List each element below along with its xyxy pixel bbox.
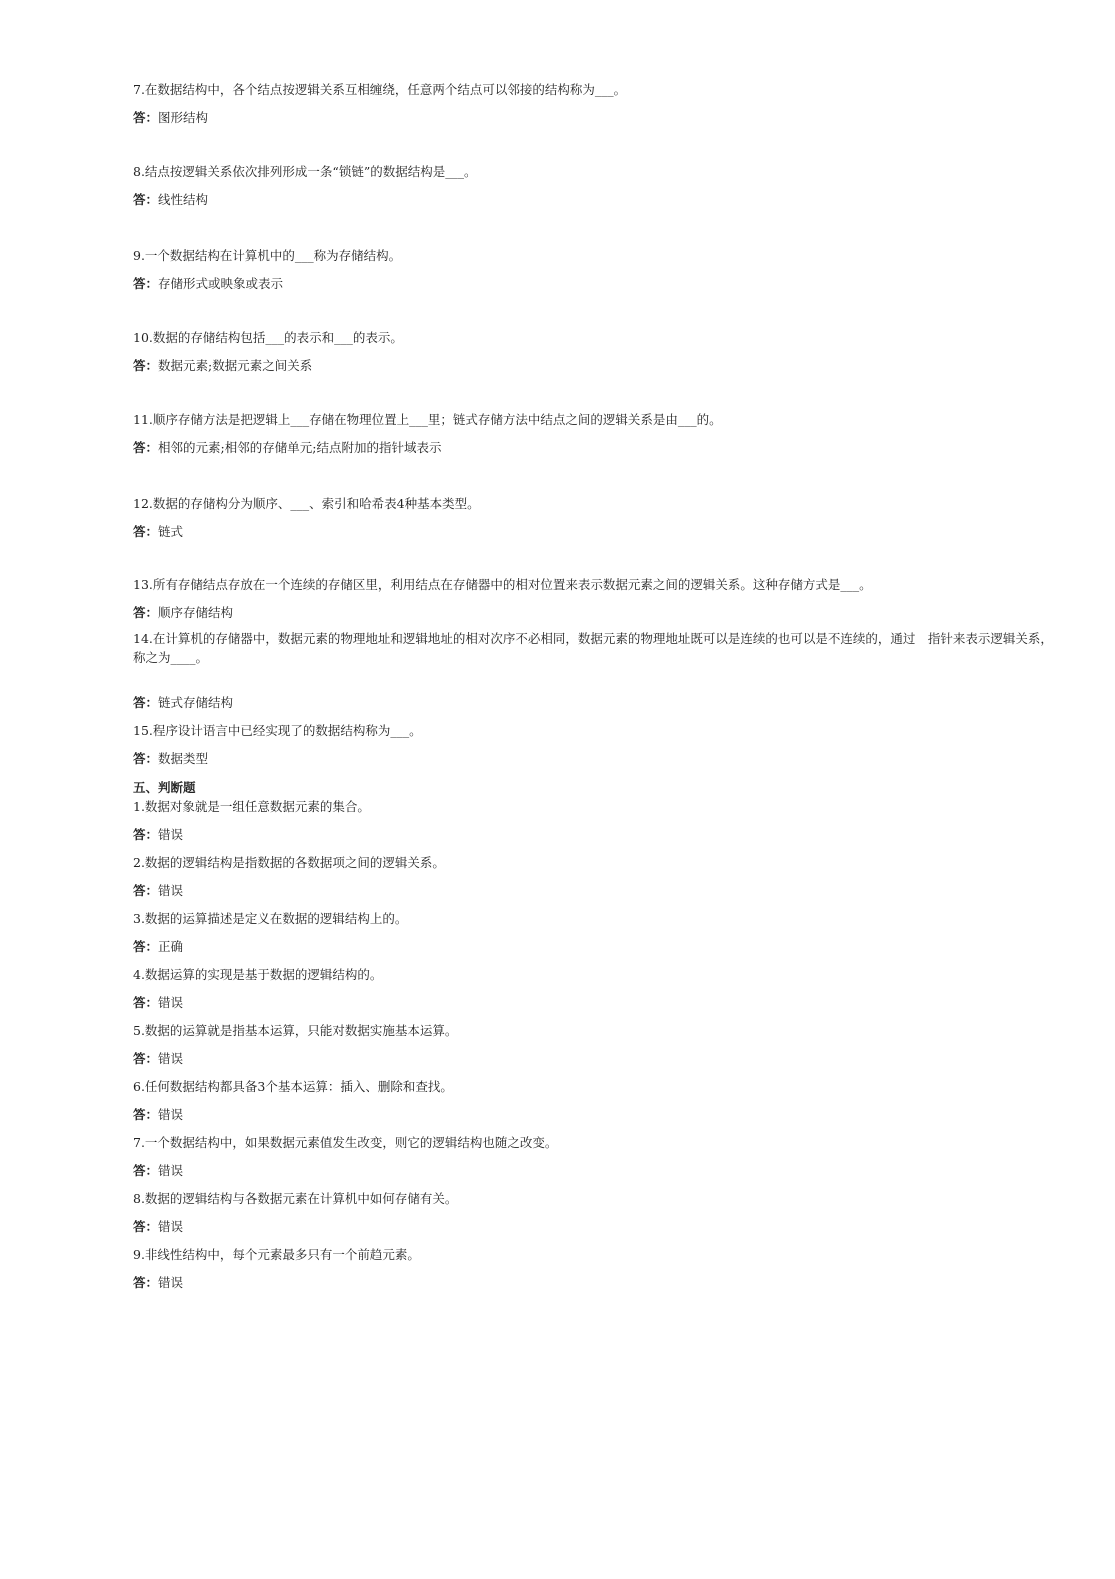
question-text: 3.数据的运算描述是定义在数据的逻辑结构上的。 (133, 911, 408, 926)
answer-text: 链式存储结构 (158, 695, 234, 710)
true-false-item-1 (133, 797, 1063, 845)
answer-line (133, 522, 1063, 542)
answer-label: 答： (133, 1219, 159, 1234)
answer-line (133, 749, 1063, 769)
answer-text: 错误 (158, 883, 184, 898)
answer-text: 数据类型 (158, 751, 209, 766)
answer-line (133, 937, 1063, 957)
answer-line (133, 693, 1063, 713)
answer-line (133, 438, 1063, 458)
section-title: 五、判断题 (133, 780, 196, 795)
question-text: 7.一个数据结构中，如果数据元素值发生改变，则它的逻辑结构也随之改变。 (133, 1135, 558, 1150)
question-text: 6.任何数据结构都具备3个基本运算：插入、删除和查找。 (133, 1079, 453, 1094)
answer-label: 答： (133, 1275, 159, 1290)
answer-label: 答： (133, 358, 159, 373)
true-false-item-3 (133, 909, 1063, 957)
question-text: 13.所有存储结点存放在一个连续的存储区里，利用结点在存储器中的相对位置来表示数据元素之间的逻辑关系。这种存储方式是___。 (133, 577, 872, 592)
true-false-item-8 (133, 1189, 1063, 1237)
question-text: 10.数据的存储结构包括___的表示和___的表示。 (133, 330, 403, 345)
answer-text: 正确 (158, 939, 184, 954)
true-false-item-5 (133, 1021, 1063, 1069)
answer-text: 顺序存储结构 (158, 605, 234, 620)
question-text: 12.数据的存储构分为顺序、___、索引和哈希表4种基本类型。 (133, 496, 480, 511)
answer-text: 链式 (158, 524, 184, 539)
answer-text: 错误 (158, 1107, 184, 1122)
fill-in-item-14 (133, 629, 1063, 713)
answer-label: 答： (133, 110, 159, 125)
answer-text: 错误 (158, 1051, 184, 1066)
question-text: 2.数据的逻辑结构是指数据的各数据项之间的逻辑关系。 (133, 855, 445, 870)
answer-line (133, 274, 1063, 294)
answer-text: 存储形式或映象或表示 (158, 276, 284, 291)
answer-text: 错误 (158, 827, 184, 842)
question-text: 9.非线性结构中，每个元素最多只有一个前趋元素。 (133, 1247, 420, 1262)
answer-line (133, 108, 1063, 128)
answer-text: 错误 (158, 1163, 184, 1178)
answer-text: 数据元素;数据元素之间关系 (158, 358, 313, 373)
page-content (133, 80, 1063, 1293)
question-text: 7.在数据结构中，各个结点按逻辑关系互相缠绕，任意两个结点可以邻接的结构称为___。 (133, 82, 627, 97)
answer-label: 答： (133, 192, 159, 207)
question-text: 4.数据运算的实现是基于数据的逻辑结构的。 (133, 967, 383, 982)
fill-in-item-8 (133, 162, 1063, 210)
answer-label: 答： (133, 1051, 159, 1066)
fill-in-item-13 (133, 575, 1063, 623)
answer-label: 答： (133, 440, 159, 455)
answer-line (133, 1161, 1063, 1181)
answer-line (133, 825, 1063, 845)
question-text: 8.结点按逻辑关系依次排列形成一条“锁链”的数据结构是___。 (133, 164, 477, 179)
answer-label: 答： (133, 827, 159, 842)
answer-text: 错误 (158, 1219, 184, 1234)
answer-line (133, 993, 1063, 1013)
true-false-item-2 (133, 853, 1063, 901)
answer-label: 答： (133, 883, 159, 898)
answer-line (133, 190, 1063, 210)
true-false-item-6 (133, 1077, 1063, 1125)
answer-text: 线性结构 (158, 192, 209, 207)
answer-label: 答： (133, 751, 159, 766)
question-text: 14.在计算机的存储器中，数据元素的物理地址和逻辑地址的相对次序不必相同，数据元素的物理地址既可以是连续的也可以是不连续的，通过 指针来表示逻辑关系，称之为____。 (133, 631, 1053, 665)
true-false-item-9 (133, 1245, 1063, 1293)
question-text: 8.数据的逻辑结构与各数据元素在计算机中如何存储有关。 (133, 1191, 458, 1206)
answer-label: 答： (133, 939, 159, 954)
question-text: 1.数据对象就是一组任意数据元素的集合。 (133, 799, 370, 814)
answer-label: 答： (133, 695, 159, 710)
question-text: 5.数据的运算就是指基本运算，只能对数据实施基本运算。 (133, 1023, 458, 1038)
answer-line (133, 603, 1063, 623)
answer-text: 错误 (158, 1275, 184, 1290)
answer-label: 答： (133, 276, 159, 291)
answer-text: 错误 (158, 995, 184, 1010)
true-false-item-7 (133, 1133, 1063, 1181)
answer-text: 图形结构 (158, 110, 209, 125)
answer-label: 答： (133, 1163, 159, 1178)
question-text: 15.程序设计语言中已经实现了的数据结构称为___。 (133, 723, 422, 738)
fill-in-item-10 (133, 328, 1063, 376)
answer-line (133, 356, 1063, 376)
answer-line (133, 1217, 1063, 1237)
answer-line (133, 881, 1063, 901)
fill-in-item-7 (133, 80, 1063, 128)
answer-line (133, 1049, 1063, 1069)
answer-text: 相邻的元素;相邻的存储单元;结点附加的指针域表示 (158, 440, 442, 455)
fill-in-item-12 (133, 494, 1063, 542)
fill-in-item-9 (133, 246, 1063, 294)
answer-label: 答： (133, 605, 159, 620)
answer-label: 答： (133, 1107, 159, 1122)
answer-label: 答： (133, 995, 159, 1010)
answer-label: 答： (133, 524, 159, 539)
answer-line (133, 1105, 1063, 1125)
true-false-item-4 (133, 965, 1063, 1013)
answer-line (133, 1273, 1063, 1293)
question-text: 11.顺序存储方法是把逻辑上___存储在物理位置上___里；链式存储方法中结点之间的逻辑关系是由___的。 (133, 412, 722, 427)
fill-in-item-11 (133, 410, 1063, 458)
question-text: 9.一个数据结构在计算机中的___称为存储结构。 (133, 248, 402, 263)
fill-in-item-15 (133, 721, 1063, 769)
